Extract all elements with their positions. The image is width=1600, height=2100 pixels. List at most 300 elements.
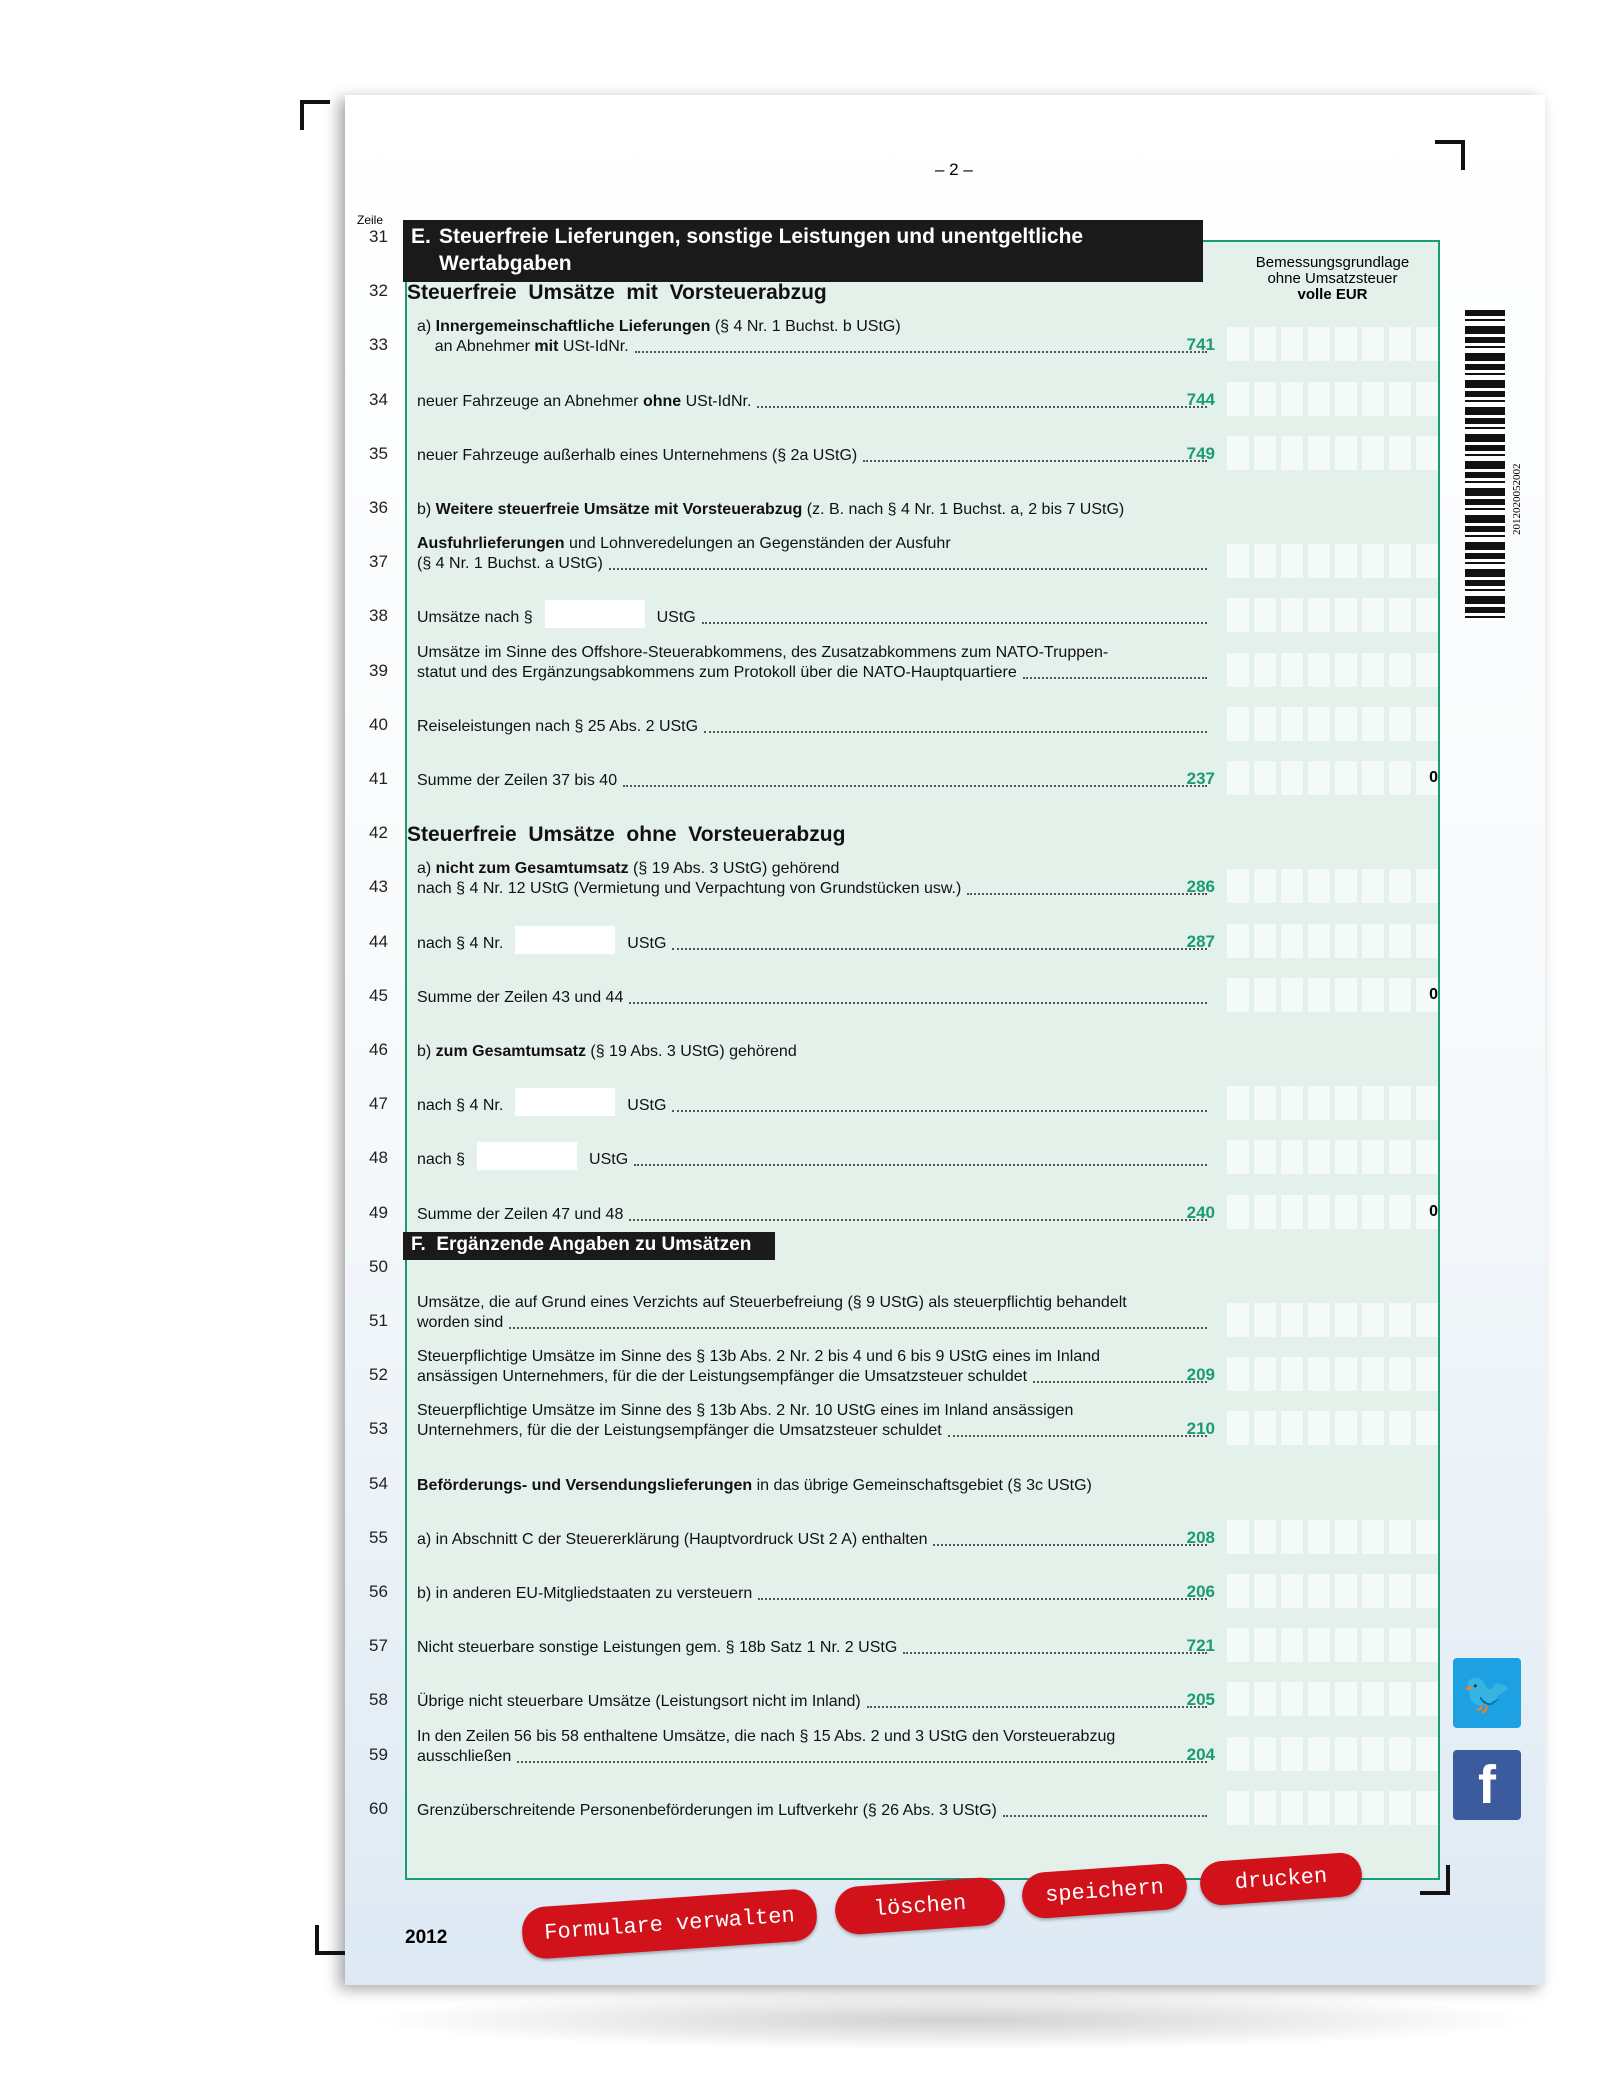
digit-box[interactable] xyxy=(1389,653,1411,687)
digit-box[interactable] xyxy=(1416,1411,1438,1445)
line-number: 36 xyxy=(369,498,388,517)
amount-input[interactable] xyxy=(1227,924,1438,958)
delete-button[interactable]: löschen xyxy=(834,1876,1007,1936)
amount-input[interactable] xyxy=(1227,1791,1438,1825)
digit-box[interactable] xyxy=(1254,1791,1276,1825)
digit-box[interactable] xyxy=(1308,1574,1330,1608)
digit-box[interactable] xyxy=(1416,1303,1438,1337)
text-segment: Beförderungs- und Versendungslieferungen xyxy=(417,1476,753,1494)
digit-box[interactable] xyxy=(1254,1628,1276,1662)
digit-box[interactable] xyxy=(1254,1737,1276,1771)
dotted-leader xyxy=(903,1651,1207,1654)
digit-box[interactable] xyxy=(1227,869,1249,903)
digit-box[interactable] xyxy=(1254,1682,1276,1716)
amount-input[interactable] xyxy=(1227,1411,1438,1445)
digit-box[interactable] xyxy=(1389,544,1411,578)
digit-box[interactable] xyxy=(1416,436,1438,470)
digit-box[interactable] xyxy=(1389,327,1411,361)
line-number: 44 xyxy=(369,931,388,951)
amount-input[interactable] xyxy=(1227,653,1438,687)
digit-box[interactable] xyxy=(1389,869,1411,903)
digit-box[interactable] xyxy=(1416,1357,1438,1391)
digit-box[interactable] xyxy=(1308,761,1330,795)
dotted-leader xyxy=(1003,1814,1207,1817)
digit-box[interactable] xyxy=(1362,1411,1384,1445)
text-segment: (§ 19 Abs. 3 UStG) gehörend xyxy=(628,860,840,878)
text-segment: Innergemeinschaftliche Lieferungen xyxy=(435,318,711,336)
digit-box[interactable] xyxy=(1227,1140,1249,1174)
digit-box[interactable] xyxy=(1416,1791,1438,1825)
row-text xyxy=(417,500,1207,520)
line-number: 35 xyxy=(369,443,388,463)
digit-box[interactable] xyxy=(1227,1574,1249,1608)
digit-box[interactable] xyxy=(1389,1140,1411,1174)
amount-input[interactable] xyxy=(1227,327,1438,361)
digit-box[interactable] xyxy=(1227,1628,1249,1662)
section-e-title-1: Steuerfreie Lieferungen, sonstige Leistungen und unentgeltliche xyxy=(439,225,1084,248)
digit-box[interactable] xyxy=(1308,1086,1330,1120)
digit-box[interactable] xyxy=(1416,1520,1438,1554)
paragraph-input[interactable] xyxy=(515,926,615,954)
paragraph-input[interactable] xyxy=(477,1142,577,1170)
text-segment: Steuerfreie Umsätze mit Vorsteuerabzug xyxy=(407,281,827,305)
text-segment: UStG xyxy=(656,609,696,627)
digit-box[interactable] xyxy=(1416,1140,1438,1174)
digit-box[interactable] xyxy=(1308,598,1330,632)
amount-input[interactable] xyxy=(1227,598,1438,632)
digit-box[interactable] xyxy=(1254,1140,1276,1174)
digit-box[interactable] xyxy=(1308,1357,1330,1391)
digit-box[interactable] xyxy=(1335,1682,1357,1716)
digit-box[interactable] xyxy=(1389,924,1411,958)
digit-box[interactable] xyxy=(1227,1682,1249,1716)
dotted-leader xyxy=(757,405,1207,408)
digit-box[interactable] xyxy=(1281,869,1303,903)
digit-box[interactable] xyxy=(1308,1303,1330,1337)
digit-box[interactable] xyxy=(1254,436,1276,470)
digit-box[interactable] xyxy=(1389,1628,1411,1662)
line-number: 57 xyxy=(369,1636,388,1656)
digit-box[interactable] xyxy=(1281,707,1303,741)
digit-box[interactable] xyxy=(1308,436,1330,470)
text-segment: an Abnehmer xyxy=(417,338,535,356)
digit-box[interactable] xyxy=(1227,1791,1249,1825)
digit-box[interactable] xyxy=(1308,327,1330,361)
form-row-36 xyxy=(345,476,1445,530)
digit-box[interactable] xyxy=(1389,1737,1411,1771)
digit-box[interactable] xyxy=(1335,1411,1357,1445)
digit-box[interactable] xyxy=(1362,869,1384,903)
digit-box[interactable] xyxy=(1227,761,1249,795)
digit-box[interactable] xyxy=(1281,1195,1303,1229)
digit-box[interactable] xyxy=(1227,1357,1249,1391)
digit-box[interactable] xyxy=(1335,1574,1357,1608)
digit-box[interactable] xyxy=(1362,1140,1384,1174)
digit-box[interactable] xyxy=(1308,544,1330,578)
print-button[interactable]: drucken xyxy=(1199,1851,1364,1906)
field-code: 237 xyxy=(1186,769,1215,788)
digit-box[interactable] xyxy=(1281,1086,1303,1120)
paragraph-input[interactable] xyxy=(515,1088,615,1116)
digit-box[interactable] xyxy=(1335,761,1357,795)
line-number: 54 xyxy=(369,1473,388,1493)
digit-box[interactable] xyxy=(1362,1520,1384,1554)
digit-box[interactable] xyxy=(1335,707,1357,741)
digit-box[interactable] xyxy=(1416,924,1438,958)
digit-box[interactable] xyxy=(1254,924,1276,958)
digit-box[interactable] xyxy=(1389,1520,1411,1554)
digit-box[interactable] xyxy=(1335,1628,1357,1662)
line-number: 52 xyxy=(369,1365,388,1385)
digit-box[interactable]: 0 xyxy=(1416,1195,1438,1229)
text-segment: Summe der Zeilen 37 bis 40 xyxy=(417,772,618,789)
page-number: – 2 – xyxy=(935,160,973,179)
form-row-33 xyxy=(345,313,1445,367)
digit-box[interactable] xyxy=(1227,924,1249,958)
digit-box[interactable] xyxy=(1227,1303,1249,1337)
amount-input[interactable] xyxy=(1227,1303,1438,1337)
digit-box[interactable] xyxy=(1281,1737,1303,1771)
digit-box[interactable] xyxy=(1416,707,1438,741)
digit-box[interactable] xyxy=(1281,1303,1303,1337)
form-row-34 xyxy=(345,368,1445,422)
digit-box[interactable] xyxy=(1308,978,1330,1012)
digit-box[interactable] xyxy=(1254,869,1276,903)
amount-input[interactable] xyxy=(1227,544,1438,578)
text-segment: USt-IdNr. xyxy=(558,338,629,356)
digit-box[interactable] xyxy=(1389,436,1411,470)
text-segment: in das übrige Gemeinschaftsgebiet (§ 3c UStG) xyxy=(752,1476,1092,1494)
digit-box[interactable] xyxy=(1254,1520,1276,1554)
digit-box[interactable] xyxy=(1416,1086,1438,1120)
digit-box[interactable] xyxy=(1389,1682,1411,1716)
amount-input[interactable] xyxy=(1227,761,1438,795)
digit-box[interactable] xyxy=(1308,1791,1330,1825)
amount-input[interactable] xyxy=(1227,707,1438,741)
digit-box[interactable] xyxy=(1362,382,1384,416)
digit-box[interactable] xyxy=(1254,978,1276,1012)
digit-box[interactable] xyxy=(1254,544,1276,578)
digit-box[interactable] xyxy=(1227,1737,1249,1771)
digit-box[interactable] xyxy=(1281,544,1303,578)
row-text xyxy=(417,1293,1207,1333)
amount-input[interactable] xyxy=(1227,1140,1438,1174)
field-code: 206 xyxy=(1186,1582,1215,1601)
digit-box[interactable] xyxy=(1281,1682,1303,1716)
form-row-52 xyxy=(345,1343,1445,1397)
row-text xyxy=(417,1205,1207,1225)
digit-box[interactable] xyxy=(1227,1411,1249,1445)
digit-box[interactable] xyxy=(1416,653,1438,687)
digit-box[interactable] xyxy=(1227,1086,1249,1120)
digit-box[interactable] xyxy=(1416,598,1438,632)
text-segment: Steuerpflichtige Umsätze im Sinne des § 13b Abs. 2 Nr. 2 bis 4 und 6 bis 9 UStG eines im Inland xyxy=(417,1348,1101,1366)
amount-input[interactable] xyxy=(1227,1195,1438,1229)
text-segment: neuer Fahrzeuge an Abnehmer xyxy=(417,392,643,410)
digit-box[interactable] xyxy=(1335,978,1357,1012)
digit-box[interactable] xyxy=(1227,707,1249,741)
digit-box[interactable] xyxy=(1362,924,1384,958)
text-segment: b) in anderen EU-Mitgliedstaaten zu versteuern xyxy=(417,1585,753,1602)
digit-box[interactable] xyxy=(1335,382,1357,416)
digit-box[interactable] xyxy=(1389,1195,1411,1229)
digit-box[interactable] xyxy=(1416,1682,1438,1716)
digit-box[interactable] xyxy=(1362,544,1384,578)
digit-box[interactable] xyxy=(1416,1628,1438,1662)
digit-box[interactable] xyxy=(1335,1086,1357,1120)
digit-box[interactable] xyxy=(1281,1357,1303,1391)
amount-input[interactable] xyxy=(1227,1682,1438,1716)
digit-box[interactable] xyxy=(1227,436,1249,470)
digit-box[interactable] xyxy=(1227,327,1249,361)
digit-box[interactable] xyxy=(1335,436,1357,470)
row-text xyxy=(417,317,1207,357)
digit-box[interactable] xyxy=(1308,1628,1330,1662)
digit-box[interactable] xyxy=(1254,1303,1276,1337)
dotted-leader xyxy=(629,1218,1207,1221)
digit-box[interactable] xyxy=(1227,1195,1249,1229)
text-segment: Summe der Zeilen 43 und 44 xyxy=(417,988,624,1006)
digit-box[interactable] xyxy=(1308,1737,1330,1771)
facebook-icon: f xyxy=(1478,1755,1496,1815)
digit-box[interactable]: 0 xyxy=(1416,761,1438,795)
form-row-38 xyxy=(345,584,1445,638)
line-number: 48 xyxy=(369,1148,388,1168)
digit-box[interactable] xyxy=(1362,978,1384,1012)
digit-box[interactable] xyxy=(1389,707,1411,741)
digit-box[interactable] xyxy=(1254,382,1276,416)
row-text xyxy=(417,1584,1207,1604)
paragraph-input[interactable] xyxy=(545,600,645,628)
digit-box[interactable] xyxy=(1227,544,1249,578)
amount-input[interactable] xyxy=(1227,1086,1438,1120)
digit-box[interactable] xyxy=(1335,327,1357,361)
digit-box[interactable] xyxy=(1281,598,1303,632)
twitter-button[interactable] xyxy=(1453,1658,1521,1728)
row-text xyxy=(417,1530,1207,1550)
line-number: 33 xyxy=(369,335,388,355)
digit-box[interactable] xyxy=(1362,1086,1384,1120)
digit-box[interactable] xyxy=(1308,707,1330,741)
digit-box[interactable] xyxy=(1281,436,1303,470)
digit-box[interactable] xyxy=(1281,1791,1303,1825)
digit-box[interactable] xyxy=(1389,1411,1411,1445)
field-code: 208 xyxy=(1186,1527,1215,1547)
section-f-title: Ergänzende Angaben zu Umsätzen xyxy=(436,1234,752,1255)
digit-box[interactable] xyxy=(1416,1737,1438,1771)
form-row-40 xyxy=(345,693,1445,747)
form-row-37 xyxy=(345,530,1445,584)
digit-box[interactable] xyxy=(1254,761,1276,795)
digit-box[interactable] xyxy=(1281,761,1303,795)
digit-box[interactable] xyxy=(1227,653,1249,687)
digit-box[interactable] xyxy=(1308,924,1330,958)
digit-box[interactable] xyxy=(1308,869,1330,903)
digit-box[interactable] xyxy=(1362,1195,1384,1229)
dotted-leader xyxy=(1023,676,1207,679)
row-text xyxy=(417,1801,1207,1821)
digit-box[interactable] xyxy=(1335,1303,1357,1337)
digit-box[interactable]: 0 xyxy=(1416,978,1438,1012)
digit-box[interactable] xyxy=(1362,1357,1384,1391)
digit-box[interactable] xyxy=(1308,1411,1330,1445)
digit-box[interactable] xyxy=(1281,1140,1303,1174)
barcode xyxy=(1465,310,1505,620)
digit-box[interactable] xyxy=(1308,653,1330,687)
digit-box[interactable] xyxy=(1335,1791,1357,1825)
digit-box[interactable] xyxy=(1389,1303,1411,1337)
amount-input[interactable] xyxy=(1227,1628,1438,1662)
digit-box[interactable] xyxy=(1227,978,1249,1012)
digit-box[interactable] xyxy=(1254,1086,1276,1120)
digit-box[interactable] xyxy=(1281,978,1303,1012)
digit-box[interactable] xyxy=(1308,1140,1330,1174)
digit-box[interactable] xyxy=(1254,1195,1276,1229)
row-text xyxy=(417,534,1207,574)
form-row-60 xyxy=(345,1777,1445,1831)
manage-forms-button[interactable]: Formulare verwalten xyxy=(521,1888,819,1960)
digit-box[interactable] xyxy=(1362,327,1384,361)
digit-box[interactable] xyxy=(1227,1520,1249,1554)
amount-input[interactable] xyxy=(1227,869,1438,903)
text-segment: neuer Fahrzeuge außerhalb eines Unternehmens (§ 2a UStG) xyxy=(417,446,858,464)
digit-box[interactable] xyxy=(1335,1140,1357,1174)
digit-box[interactable] xyxy=(1281,382,1303,416)
amount-input[interactable] xyxy=(1227,1357,1438,1391)
text-segment: UStG xyxy=(589,1151,629,1169)
digit-box[interactable] xyxy=(1416,544,1438,578)
line-number: 31 xyxy=(369,227,388,246)
field-code: 749 xyxy=(1186,443,1215,463)
digit-box[interactable] xyxy=(1308,1682,1330,1716)
digit-box[interactable] xyxy=(1362,1791,1384,1825)
digit-box[interactable] xyxy=(1389,1574,1411,1608)
save-button[interactable]: speichern xyxy=(1021,1862,1189,1919)
form-page xyxy=(345,95,1545,1985)
digit-box[interactable] xyxy=(1254,1574,1276,1608)
digit-box[interactable] xyxy=(1362,1737,1384,1771)
digit-box[interactable] xyxy=(1362,1303,1384,1337)
amount-input[interactable] xyxy=(1227,1520,1438,1554)
form-row-31 xyxy=(345,205,1445,259)
digit-box[interactable] xyxy=(1254,1411,1276,1445)
digit-box[interactable] xyxy=(1416,382,1438,416)
text-segment: nach § xyxy=(417,1151,466,1169)
digit-box[interactable] xyxy=(1281,1520,1303,1554)
digit-box[interactable] xyxy=(1254,707,1276,741)
text-segment: Reiseleistungen nach § 25 Abs. 2 UStG xyxy=(417,717,699,735)
dotted-leader xyxy=(863,459,1207,462)
digit-box[interactable] xyxy=(1389,382,1411,416)
digit-box[interactable] xyxy=(1335,653,1357,687)
digit-box[interactable] xyxy=(1281,327,1303,361)
digit-box[interactable] xyxy=(1308,1520,1330,1554)
dotted-leader xyxy=(702,621,1207,624)
digit-box[interactable] xyxy=(1254,598,1276,632)
digit-box[interactable] xyxy=(1281,1574,1303,1608)
digit-box[interactable] xyxy=(1254,1357,1276,1391)
zeile-label: Zeile xyxy=(357,213,384,227)
digit-box[interactable] xyxy=(1362,1682,1384,1716)
digit-box[interactable] xyxy=(1281,653,1303,687)
digit-box[interactable] xyxy=(1389,598,1411,632)
section-e-letter: E. xyxy=(411,225,431,248)
amount-input[interactable] xyxy=(1227,978,1438,1012)
amount-input[interactable] xyxy=(1227,1574,1438,1608)
digit-box[interactable] xyxy=(1362,1574,1384,1608)
digit-box[interactable] xyxy=(1362,761,1384,795)
digit-box[interactable] xyxy=(1362,653,1384,687)
twitter-icon: 🐦 xyxy=(1462,1671,1512,1716)
digit-box[interactable] xyxy=(1416,327,1438,361)
digit-box[interactable] xyxy=(1254,653,1276,687)
digit-box[interactable] xyxy=(1254,327,1276,361)
amount-input[interactable] xyxy=(1227,382,1438,416)
dotted-leader xyxy=(867,1705,1207,1708)
digit-box[interactable] xyxy=(1416,1574,1438,1608)
digit-box[interactable] xyxy=(1335,544,1357,578)
form-row-50 xyxy=(345,1235,1445,1289)
digit-box[interactable] xyxy=(1389,1086,1411,1120)
facebook-button[interactable] xyxy=(1453,1750,1521,1820)
row-text xyxy=(407,283,1197,303)
digit-box[interactable] xyxy=(1335,1737,1357,1771)
form-row-47 xyxy=(345,1072,1445,1126)
digit-box[interactable] xyxy=(1416,869,1438,903)
line-number: 42 xyxy=(369,823,388,843)
form-row-45 xyxy=(345,964,1445,1018)
digit-box[interactable] xyxy=(1281,924,1303,958)
row-text xyxy=(417,717,1207,737)
amount-input[interactable] xyxy=(1227,1737,1438,1771)
digit-box[interactable] xyxy=(1362,707,1384,741)
digit-box[interactable] xyxy=(1362,436,1384,470)
digit-box[interactable] xyxy=(1389,1791,1411,1825)
form-row-46 xyxy=(345,1018,1445,1072)
dotted-leader xyxy=(517,1760,1207,1763)
field-code: 240 xyxy=(1186,1202,1215,1222)
row-text xyxy=(417,1476,1207,1496)
form-row-44 xyxy=(345,910,1445,964)
digit-box[interactable] xyxy=(1281,1411,1303,1445)
digit-box[interactable] xyxy=(1308,382,1330,416)
digit-box[interactable] xyxy=(1362,598,1384,632)
amount-input[interactable] xyxy=(1227,436,1438,470)
digit-box[interactable] xyxy=(1227,382,1249,416)
text-segment: mit xyxy=(534,338,559,356)
text-segment: nach § 4 Nr. xyxy=(417,1097,504,1115)
digit-box[interactable] xyxy=(1335,869,1357,903)
text-segment: Summe der Zeilen 47 und 48 xyxy=(417,1205,624,1223)
digit-box[interactable] xyxy=(1335,1195,1357,1229)
digit-box[interactable] xyxy=(1362,1628,1384,1662)
digit-box[interactable] xyxy=(1281,1628,1303,1662)
digit-box[interactable] xyxy=(1335,1520,1357,1554)
digit-box[interactable] xyxy=(1389,1357,1411,1391)
digit-box[interactable] xyxy=(1227,598,1249,632)
row-text xyxy=(417,859,1207,899)
digit-box[interactable] xyxy=(1389,978,1411,1012)
digit-box[interactable] xyxy=(1335,924,1357,958)
digit-box[interactable] xyxy=(1335,1357,1357,1391)
line-number: 55 xyxy=(369,1527,388,1547)
section-e-title-2: Wertabgaben xyxy=(439,252,572,275)
digit-box[interactable] xyxy=(1335,598,1357,632)
digit-box[interactable] xyxy=(1389,761,1411,795)
digit-box[interactable] xyxy=(1308,1195,1330,1229)
dotted-leader xyxy=(623,784,1207,787)
form-row-32 xyxy=(345,259,1445,313)
